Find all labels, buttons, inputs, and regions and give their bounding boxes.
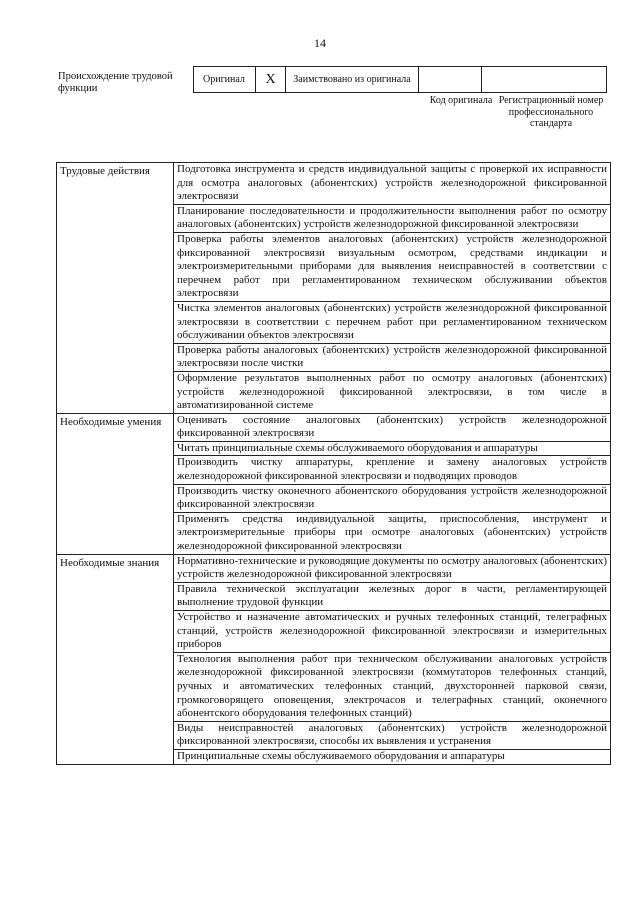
original-mark: X (256, 67, 286, 93)
section-item: Виды неисправностей аналоговых (абонентских) устройств железнодорожной фиксированной электросвязи, способы их выявления и устранения (174, 721, 611, 749)
section-heading: Необходимые умения (57, 413, 174, 554)
section-item: Читать принципиальные схемы обслуживаемого оборудования и аппаратуры (174, 441, 611, 456)
table-row (57, 554, 611, 582)
section-heading: Трудовые действия (57, 163, 174, 414)
section-item: Правила технической эксплуатации железных дорог в части, регламентирующей выполнение трудовой функции (174, 582, 611, 610)
code-cell (419, 67, 482, 93)
page-number: 14 (314, 36, 326, 50)
section-heading: Необходимые знания (57, 554, 174, 764)
origin-table (193, 66, 607, 93)
section-item: Проверка работы элементов аналоговых (абонентских) устройств железнодорожной фиксированной электросвязи визуальным осмотром, средствами индикации и электроизмерительными приборами для выявления неисправностей в соответствии с перечнем работ при регламентированном техническом обслуживании объектов электросвязи (174, 232, 611, 301)
section-item: Принципиальные схемы обслуживаемого оборудования и аппаратуры (174, 749, 611, 764)
section-item: Чистка элементов аналоговых (абонентских) устройств железнодорожной фиксированной электросвязи в соответствии с перечнем работ при регламентированном техническом обслуживании объектов электросвязи (174, 301, 611, 343)
section-item: Технология выполнения работ при техническом обслуживании аналоговых устройств железнодорожной фиксированной электросвязи (коммутаторов телефонных станций, ручных и автоматических телефонных станций, двухсторонней парковой связи, громкоговорящего оповещения, электрочасов и телеграфных станций, оконечного абонентского оборудования телефонных станций) (174, 652, 611, 721)
table-row (57, 413, 611, 441)
section-item: Оценивать состояние аналоговых (абонентских) устройств железнодорожной фиксированной электросвязи (174, 413, 611, 441)
section-item: Нормативно-технические и руководящие документы по осмотру аналоговых (абонентских) устройств железнодорожной фиксированной электросвязи (174, 554, 611, 582)
section-item: Оформление результатов выполненных работ по осмотру аналоговых (абонентских) устройств железнодорожной фиксированной электросвязи, в том числе в автоматизированной системе (174, 371, 611, 413)
section-item: Устройство и назначение автоматических и ручных телефонных станций, телеграфных станций, устройств железнодорожной фиксированной электросвязи и измерительных приборов (174, 611, 611, 653)
section-item: Производить чистку оконечного абонентского оборудования устройств железнодорожной фиксированной электросвязи (174, 484, 611, 512)
code-original-label: Код оригинала (429, 95, 493, 106)
section-item: Применять средства индивидуальной защиты, приспособления, инструмент и электроизмерительные приборы при осмотре аналоговых (абонентских) устройств железнодорожной фиксированной электросвязи (174, 512, 611, 554)
section-item: Подготовка инструмента и средств индивидуальной защиты с проверкой их исправности для осмотра аналоговых (абонентских) устройств железнодорожной фиксированной электросвязи (174, 163, 611, 205)
section-item: Проверка работы аналоговых (абонентских) устройств железнодорожной фиксированной электросвязи после чистки (174, 343, 611, 371)
table-row (57, 163, 611, 205)
section-item: Планирование последовательности и продолжительности выполнения работ по осмотру аналоговых (абонентских) устройств железнодорожной фиксированной электросвязи (174, 204, 611, 232)
origin-label: Происхождение трудовой функции (58, 71, 173, 94)
borrowed-cell: Заимствовано из оригинала (286, 67, 419, 93)
function-details-table (56, 162, 611, 765)
section-item: Производить чистку аппаратуры, крепление и замену аналоговых устройств железнодорожной фиксированной электросвязи и подводящих проводов (174, 456, 611, 484)
reg-number-label: Регистрационный номер профессионального стандарта (498, 95, 604, 129)
original-cell: Оригинал (194, 67, 256, 93)
reg-number-cell (482, 67, 607, 93)
